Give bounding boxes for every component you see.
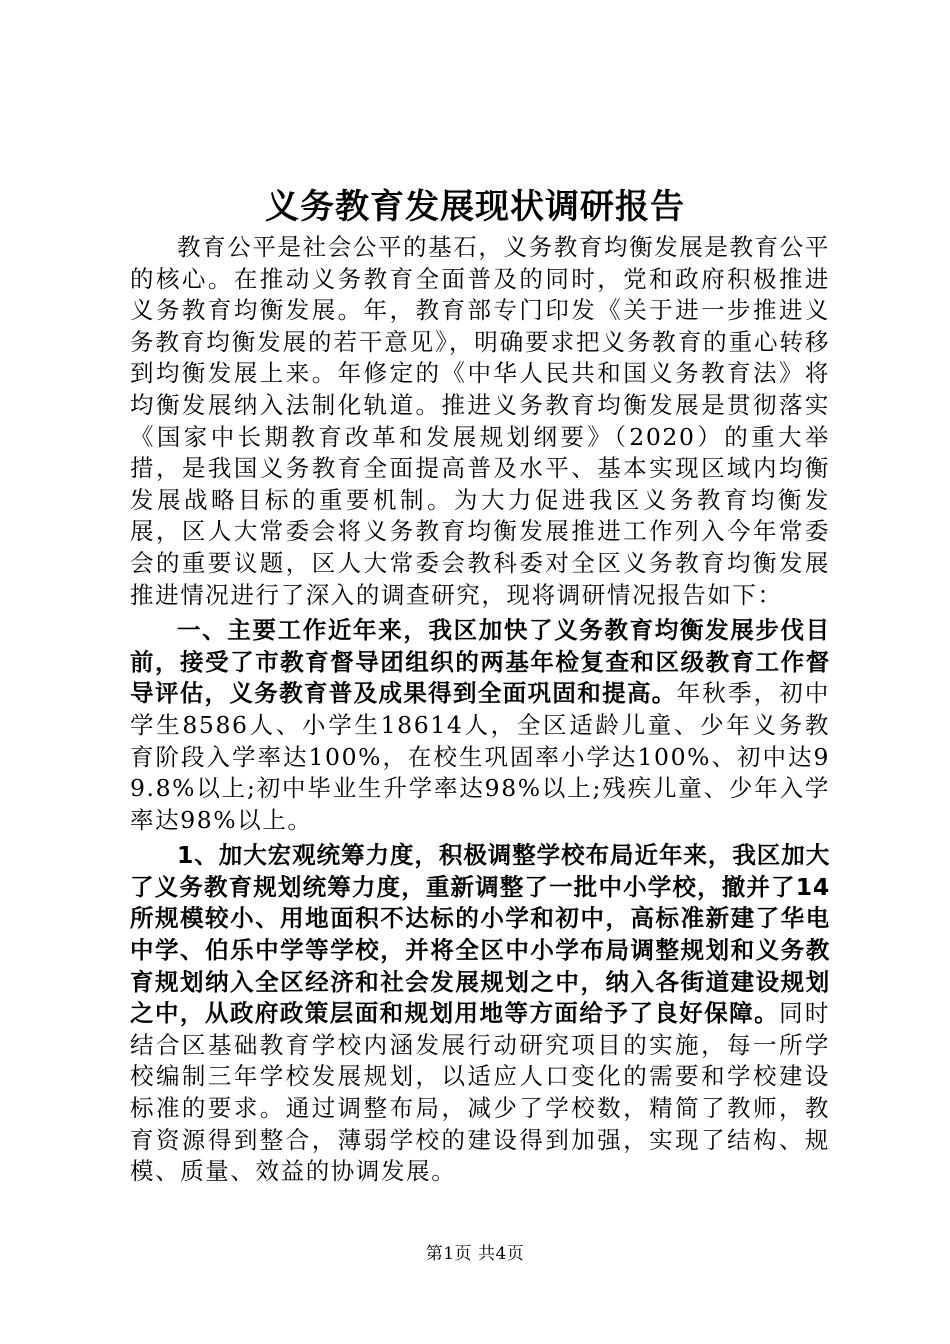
page-number-footer: 第1页 共4页 [425,1244,525,1264]
section-one-paragraph [130,615,830,836]
section-one-heading: 一、主要工作近年来，我区加快了义务教育均衡发展步伐目前，接受了市教育督导团组织的两基年检复查和区级教育工作督导评估，义务教育普及成果得到全面巩固和提高。 [130,616,830,708]
intro-paragraph-text: 教育公平是社会公平的基石，义务教育均衡发展是教育公平的核心。在推动义务教育全面普及的同时，党和政府积极推进义务教育均衡发展。年，教育部专门印发《关于进一步推进义务教育均衡发展的若干意见》，明确要求把义务教育的重心转移到均衡发展上来。年修定的《中华人民共和国义务教育法》将均衡发展纳入法制化轨道。推进义务教育均衡发展是贯彻落实《国家中长期教育改革和发展规划纲要》（2020）的重大举措，是我国义务教育全面提高普及水平、基本实现区域内均衡发展战略目标的重要机制。为大力促进我区义务教育均衡发展，区人大常委会将义务教育均衡发展推进工作列入今年常委会的重要议题，区人大常委会教科委对全区义务教育均衡发展推进情况进行了深入的调查研究，现将调研情况报告如下： [130,233,830,609]
subsection-one-paragraph [130,840,830,1188]
intro-paragraph [130,232,830,611]
document-title: 义务教育发展现状调研报告 [265,187,685,227]
subsection-one-heading: 1、加大宏观统筹力度，积极调整学校布局近年来，我区加大了义务教育规划统筹力度，重新调整了一批中小学校，撤并了14所规模较小、用地面积不达标的小学和初中，高标准新建了华电中学、伯乐中学等学校，并将全区中小学布局调整规划和义务教育规划纳入全区经济和社会发展规划之中，纳入各街道建设规划之中，从政府政策层面和规划用地等方面给予了良好保障。 [130,841,830,1028]
document-body [130,232,830,1188]
subsection-one-text: 同时结合区基础教育学校内涵发展行动研究项目的实施，每一所学校编制三年学校发展规划，以适应人口变化的需要和学校建设标准的要求。通过调整布局，减少了学校数，精简了教师，教育资源得到整合，薄弱学校的建设得到加强，实现了结构、规模、质量、效益的协调发展。 [130,999,830,1186]
section-one-text: 年秋季，初中学生8586人、小学生18614人，全区适龄儿童、少年义务教育阶段入学率达100%，在校生巩固率小学达100%、初中达99.8%以上;初中毕业生升学率达98%以上;残疾儿童、少年入学率达98%以上。 [130,679,830,834]
